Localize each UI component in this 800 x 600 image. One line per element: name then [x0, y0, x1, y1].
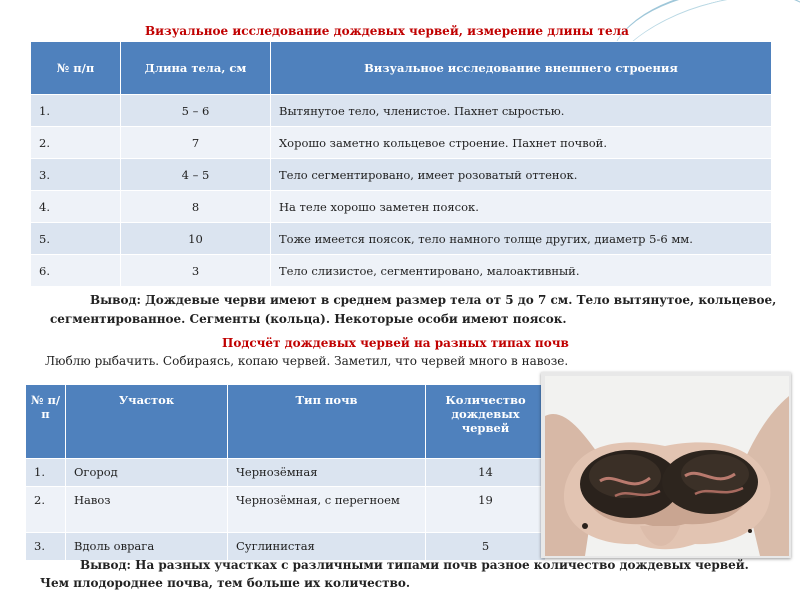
cell-number: 6. — [31, 255, 121, 287]
cell-description: Хорошо заметно кольцевое строение. Пахнет почвой. — [271, 127, 772, 159]
cell-number: 4. — [31, 191, 121, 223]
table-row — [31, 95, 772, 127]
cell-number: 1. — [26, 459, 66, 487]
cell-soil-type: Чернозёмная, с перегноем — [228, 487, 426, 533]
cell-description: Тело сегментировано, имеет розоватый оттенок. — [271, 159, 772, 191]
table-row — [31, 223, 772, 255]
table-row — [31, 127, 772, 159]
cell-count: 14 — [426, 459, 546, 487]
worms-photo-illustration — [545, 376, 789, 556]
header-plot: Участок — [66, 385, 228, 459]
cell-number: 3. — [31, 159, 121, 191]
section-title-measurement: Визуальное исследование дождевых червей, измерение длины тела — [145, 24, 629, 38]
cell-number: 5. — [31, 223, 121, 255]
cell-length: 3 — [121, 255, 271, 287]
soil-count-table — [25, 384, 546, 561]
cell-length: 10 — [121, 223, 271, 255]
cell-plot: Навоз — [66, 487, 228, 533]
hands-with-soil-and-worms-photo — [545, 376, 789, 556]
worm-length-table — [30, 41, 772, 287]
header-number: № п/п — [31, 42, 121, 95]
table-row — [31, 159, 772, 191]
header-worm-count: Количество дождевых червей — [426, 385, 546, 459]
cell-description: Тело слизистое, сегментировано, малоактивный. — [271, 255, 772, 287]
header-number: № п/п — [26, 385, 66, 459]
table-row — [26, 459, 546, 487]
intro-text: Люблю рыбачить. Собираясь, копаю червей. Заметил, что червей много в навозе. — [45, 354, 569, 368]
conclusion-2-line-2: Чем плодороднее почва, тем больше их количество. — [40, 576, 411, 590]
cell-description: Тоже имеется поясок, тело намного толще других, диаметр 5-6 мм. — [271, 223, 772, 255]
cell-plot: Огород — [66, 459, 228, 487]
cell-number: 3. — [26, 533, 66, 561]
conclusion-1: Вывод: Дождевые черви имеют в среднем размер тела от 5 до 7 см. Тело вытянутое, кольцевое, сегментированное. Сегменты (кольца). Некоторые особи имеют поясок. — [50, 293, 777, 326]
cell-count: 5 — [426, 533, 546, 561]
cell-count: 19 — [426, 487, 546, 533]
header-soil-type: Тип почв — [228, 385, 426, 459]
cell-length: 5 – 6 — [121, 95, 271, 127]
cell-length: 8 — [121, 191, 271, 223]
cell-plot: Вдоль оврага — [66, 533, 228, 561]
cell-soil-type: Суглинистая — [228, 533, 426, 561]
conclusion-2-line-1: Вывод: На разных участках с различными типами почв разное количество дождевых червей. — [80, 558, 749, 572]
table-row — [31, 191, 772, 223]
header-length: Длина тела, см — [121, 42, 271, 95]
cell-description: Вытянутое тело, членистое. Пахнет сыростью. — [271, 95, 772, 127]
conclusion-2 — [40, 556, 790, 592]
cell-number: 1. — [31, 95, 121, 127]
cell-length: 4 – 5 — [121, 159, 271, 191]
table-row — [26, 487, 546, 533]
section-title-count: Подсчёт дождевых червей на разных типах почв — [222, 336, 569, 350]
cell-number: 2. — [31, 127, 121, 159]
cell-description: На теле хорошо заметен поясок. — [271, 191, 772, 223]
table-row — [31, 255, 772, 287]
header-visual-study: Визуальное исследование внешнего строения — [271, 42, 772, 95]
cell-number: 2. — [26, 487, 66, 533]
cell-length: 7 — [121, 127, 271, 159]
cell-soil-type: Чернозёмная — [228, 459, 426, 487]
